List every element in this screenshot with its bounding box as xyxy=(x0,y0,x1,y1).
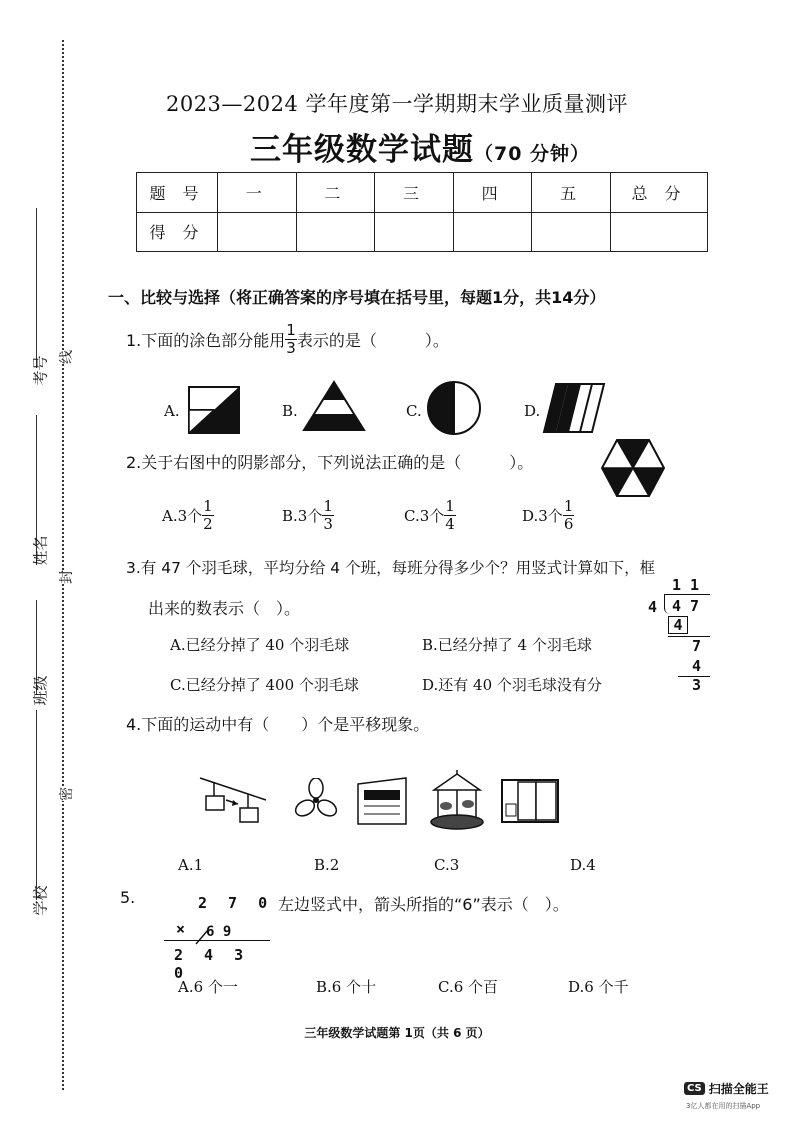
score-header-cell: 五 xyxy=(532,173,611,213)
school-label: 学校 xyxy=(31,885,50,916)
score-cell[interactable] xyxy=(375,212,454,252)
question-3-line2: 出来的数表示（ ）。 xyxy=(148,599,301,618)
score-header-cell: 总 分 xyxy=(611,173,708,213)
numerator: 1 xyxy=(445,497,455,515)
question-1 xyxy=(126,322,449,357)
denominator: 3 xyxy=(323,515,333,533)
q5-multiplier: 6 9 xyxy=(206,924,232,940)
score-cell[interactable] xyxy=(532,212,611,252)
score-table xyxy=(136,172,708,252)
q1-option-d[interactable]: D. xyxy=(524,402,541,420)
q5-number: 5. xyxy=(120,888,136,907)
scanner-app-name: 扫描全能王 xyxy=(708,1082,769,1096)
exam-title xyxy=(250,124,590,169)
denominator: 6 xyxy=(563,515,574,533)
q2-fraction xyxy=(563,498,575,533)
score-cell[interactable] xyxy=(453,212,532,252)
q5-multiplication xyxy=(164,890,274,982)
sliding-drawer-icon xyxy=(356,776,408,826)
score-row-label: 得 分 xyxy=(137,212,218,252)
exam-duration: （70 分钟） xyxy=(474,143,591,165)
q5-times: × xyxy=(176,920,186,938)
question-3-line1: 3.有 47 个羽毛球，平均分给 4 个班，每班分得多少个？用竖式计算如下，框 xyxy=(126,559,656,577)
arrow-icon xyxy=(194,926,212,946)
q5-product-line xyxy=(164,940,270,941)
fan-icon xyxy=(292,778,340,822)
page-footer: 三年级数学试题第 1页（共 6 页） xyxy=(304,1026,490,1040)
q1-triangle-shape xyxy=(302,380,366,432)
q2-hexagon-shape xyxy=(600,438,666,498)
denominator: 2 xyxy=(203,515,213,533)
question-2: 2.关于右图中的阴影部分，下列说法正确的是（ ）。 xyxy=(126,453,534,472)
seal-seal-char: 封 xyxy=(54,570,78,584)
q5-option-b[interactable]: B.6 个十 xyxy=(316,978,377,996)
q3-subtrahend-2: 4 xyxy=(692,657,702,675)
scanner-watermark xyxy=(684,1080,769,1097)
q1-option-a[interactable]: A. xyxy=(164,402,180,420)
score-header-cell: 题 号 xyxy=(137,173,218,213)
q1-square-shape xyxy=(188,386,240,434)
q3-subtract-line xyxy=(668,636,710,637)
section-title: 一、比较与选择（将正确答案的序号填在括号里，每题1分，共14分） xyxy=(108,288,606,307)
carousel-icon xyxy=(428,770,486,832)
q4-option-c[interactable]: C.3 xyxy=(434,856,460,874)
q2-option-a-label: A.3个 xyxy=(162,507,203,525)
q2-option-b[interactable] xyxy=(282,498,334,533)
seal-secret-char: 密 xyxy=(54,787,78,801)
q3-long-division xyxy=(644,576,714,692)
denominator: 4 xyxy=(445,515,455,533)
binding-dotted-line xyxy=(62,40,64,1090)
name-label: 姓名 xyxy=(31,535,50,566)
q1-fraction xyxy=(285,322,297,357)
q1-text-post: 表示的是（ ）。 xyxy=(296,331,449,350)
exam-term-title: 2023—2024 学年度第一学期期末学业质量测评 xyxy=(165,92,629,116)
q2-option-b-label: B.3个 xyxy=(282,507,323,525)
q3-option-d[interactable]: D.还有 40 个羽毛球没有分 xyxy=(422,676,602,694)
q2-option-a[interactable] xyxy=(162,498,214,533)
score-header-cell: 一 xyxy=(218,173,297,213)
q2-option-d-label: D.3个 xyxy=(522,507,563,525)
score-header-cell: 二 xyxy=(296,173,375,213)
q1-denominator: 3 xyxy=(286,339,296,357)
q2-fraction xyxy=(322,498,334,533)
scanner-logo-icon: CS xyxy=(684,1082,705,1095)
q1-text-pre: 1.下面的涂色部分能用 xyxy=(126,331,286,350)
question-5: 左边竖式中，箭头所指的“6”表示（ ）。 xyxy=(278,895,569,914)
q2-option-c-label: C.3个 xyxy=(404,507,445,525)
q3-dividend: 4 7 xyxy=(672,597,700,615)
q5-option-a[interactable]: A.6 个一 xyxy=(178,978,238,996)
seal-line-char: 线 xyxy=(54,350,78,364)
q5-option-c[interactable]: C.6 个百 xyxy=(438,978,499,996)
sliding-window-icon xyxy=(500,778,560,824)
q4-option-a[interactable]: A.1 xyxy=(178,856,204,874)
q3-option-b[interactable]: B.已经分掉了 4 个羽毛球 xyxy=(422,636,592,654)
score-cell[interactable] xyxy=(611,212,708,252)
q1-circle-shape xyxy=(426,380,482,436)
q4-option-d[interactable]: D.4 xyxy=(570,856,596,874)
cable-car-icon xyxy=(196,770,270,828)
q2-fraction xyxy=(444,498,456,533)
q3-boxed-number: 4 xyxy=(668,616,688,634)
q5-product: 2 4 3 0 xyxy=(174,946,250,982)
q1-option-b[interactable]: B. xyxy=(282,402,298,420)
exam-title-text: 三年级数学试题 xyxy=(250,132,474,168)
q2-option-d[interactable] xyxy=(522,498,574,533)
q4-option-b[interactable]: B.2 xyxy=(314,856,340,874)
score-header-cell: 四 xyxy=(453,173,532,213)
class-label: 班级 xyxy=(31,675,50,706)
question-4: 4.下面的运动中有（ ）个是平移现象。 xyxy=(126,715,430,734)
exam-no-blank xyxy=(36,208,37,368)
q3-divisor: 4 xyxy=(648,598,658,616)
q3-remainder: 3 xyxy=(692,676,702,694)
q3-quotient: 1 1 xyxy=(672,576,700,594)
q3-option-a[interactable]: A.已经分掉了 40 个羽毛球 xyxy=(170,636,350,654)
q1-parallelogram-shape xyxy=(542,382,606,434)
q3-option-c[interactable]: C.已经分掉了 400 个羽毛球 xyxy=(170,676,359,694)
q5-option-d[interactable]: D.6 个千 xyxy=(568,978,629,996)
score-cell[interactable] xyxy=(296,212,375,252)
q2-option-c[interactable] xyxy=(404,498,456,533)
q1-numerator: 1 xyxy=(286,321,296,339)
q5-top: 2 7 0 xyxy=(198,894,274,912)
numerator: 1 xyxy=(203,497,213,515)
score-cell[interactable] xyxy=(218,212,297,252)
q1-option-c[interactable]: C. xyxy=(406,402,422,420)
exam-no-label: 考号 xyxy=(31,355,50,386)
numerator: 1 xyxy=(323,497,333,515)
numerator: 1 xyxy=(563,497,574,515)
q3-remainder-1: 7 xyxy=(692,637,702,655)
score-header-cell: 三 xyxy=(375,173,454,213)
scanner-tagline: 3亿人都在用的扫描App xyxy=(686,1102,761,1110)
q2-fraction xyxy=(202,498,214,533)
school-blank xyxy=(36,710,37,900)
